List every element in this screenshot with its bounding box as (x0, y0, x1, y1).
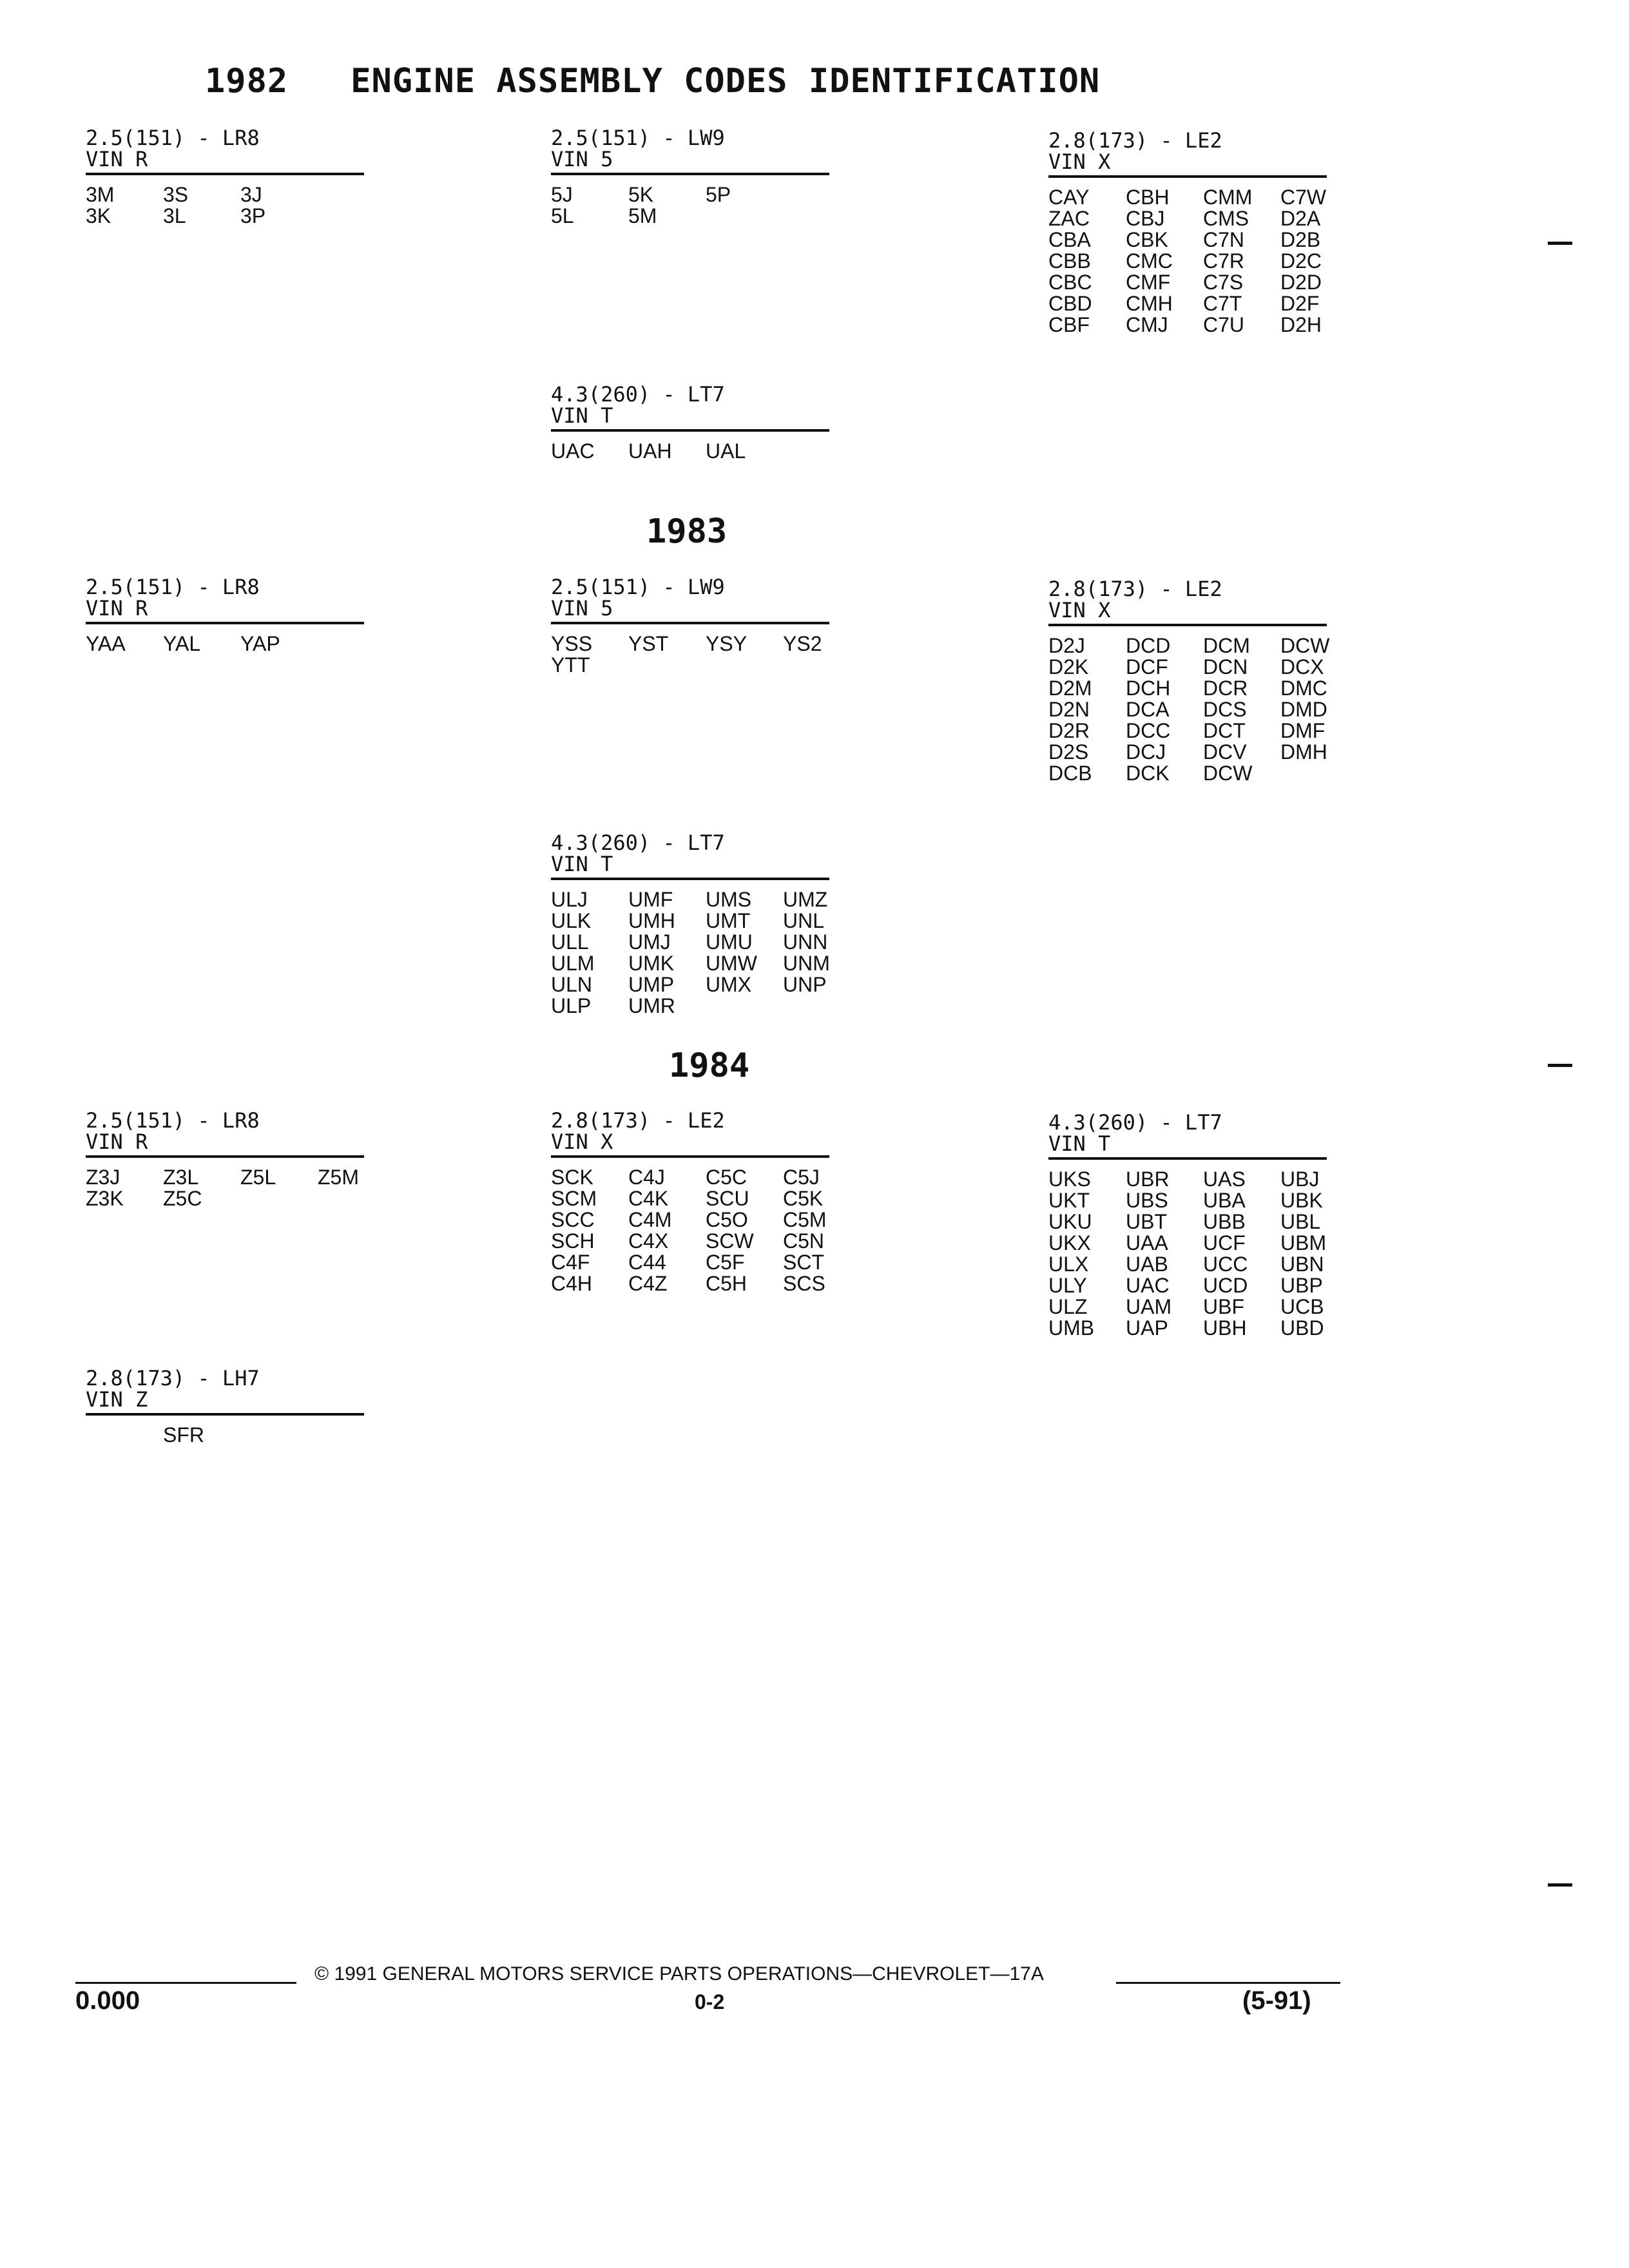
assembly-code: 3S (163, 183, 189, 206)
assembly-code: UAS (1203, 1168, 1246, 1191)
vin-label: VIN X (1048, 149, 1111, 174)
assembly-code: DCR (1203, 677, 1248, 700)
assembly-code: D2F (1280, 292, 1320, 315)
year-heading-1983: 1983 (646, 512, 728, 551)
assembly-code: YAL (163, 632, 201, 655)
assembly-code: UKT (1048, 1189, 1090, 1212)
assembly-code: UMH (628, 909, 675, 932)
assembly-code: UCD (1203, 1274, 1248, 1297)
assembly-code: UNP (783, 973, 827, 996)
code-grid (551, 1167, 829, 1294)
assembly-code: 5M (628, 204, 657, 227)
assembly-code: UBB (1203, 1210, 1246, 1233)
assembly-code: UMJ (628, 930, 671, 954)
assembly-code: UCF (1203, 1231, 1246, 1254)
year-heading-1984: 1984 (669, 1046, 750, 1085)
engine-label: 2.5(151) - LR8 (86, 126, 260, 150)
assembly-code: D2B (1280, 228, 1321, 251)
engine-block-1984-lh7 (86, 1368, 364, 1446)
assembly-code: C4H (551, 1272, 593, 1295)
assembly-code: CMJ (1126, 313, 1168, 336)
assembly-code: D2C (1280, 249, 1322, 273)
engine-block-1982-lw9 (551, 128, 829, 227)
header-rule (1048, 624, 1327, 626)
header-rule (86, 1413, 364, 1416)
header-rule (86, 1155, 364, 1158)
assembly-code: UAA (1126, 1231, 1168, 1254)
assembly-code: 5K (628, 183, 654, 206)
engine-block-1983-lt7 (551, 832, 829, 1017)
assembly-code: UAL (706, 439, 746, 463)
assembly-code: 5P (706, 183, 731, 206)
assembly-code: YS2 (783, 632, 822, 655)
assembly-code: CMF (1126, 271, 1171, 294)
engine-block-1983-lw9 (551, 577, 829, 676)
assembly-code: DCC (1126, 719, 1171, 742)
assembly-code: C4X (628, 1229, 669, 1253)
assembly-code: C7U (1203, 313, 1245, 336)
assembly-code: UMK (628, 952, 675, 975)
assembly-code: ULK (551, 909, 592, 932)
engine-block-1982-lr8 (86, 128, 364, 227)
assembly-code: DCK (1126, 762, 1170, 785)
assembly-code: UNM (783, 952, 830, 975)
assembly-code: YSS (551, 632, 593, 655)
assembly-code: YSY (706, 632, 747, 655)
engine-block-1984-le2 (551, 1110, 829, 1294)
code-grid (551, 441, 829, 462)
assembly-code: UCB (1280, 1295, 1324, 1318)
code-grid (551, 184, 829, 227)
header-rule (1048, 1157, 1327, 1160)
assembly-code: D2S (1048, 740, 1089, 764)
assembly-code: UNN (783, 930, 828, 954)
code-grid (1048, 187, 1327, 336)
assembly-code: C5H (706, 1272, 747, 1295)
assembly-code: 3M (86, 183, 115, 206)
assembly-code: UBA (1203, 1189, 1246, 1212)
assembly-code: DCJ (1126, 740, 1166, 764)
edge-mark (1548, 1883, 1572, 1887)
footer-rule-left (75, 1982, 296, 1984)
assembly-code: CBC (1048, 271, 1092, 294)
assembly-code: C44 (628, 1251, 666, 1274)
engine-label: 4.3(260) - LT7 (551, 831, 725, 855)
engine-label: 4.3(260) - LT7 (551, 382, 725, 407)
vin-label: VIN X (551, 1129, 613, 1154)
assembly-code: C4F (551, 1251, 590, 1274)
assembly-code: 5L (551, 204, 574, 227)
assembly-code: C7W (1280, 186, 1327, 209)
engine-label: 2.8(173) - LE2 (1048, 577, 1222, 601)
assembly-code: CBK (1126, 228, 1168, 251)
engine-label: 2.5(151) - LR8 (86, 575, 260, 599)
assembly-code: ULZ (1048, 1295, 1088, 1318)
assembly-code: UAC (551, 439, 595, 463)
assembly-code: D2D (1280, 271, 1322, 294)
code-grid (86, 1425, 364, 1446)
code-grid (551, 889, 829, 1017)
assembly-code: 3K (86, 204, 111, 227)
engine-label: 4.3(260) - LT7 (1048, 1110, 1222, 1135)
engine-block-1983-le2 (1048, 577, 1330, 785)
assembly-code: D2K (1048, 655, 1089, 678)
assembly-code: D2H (1280, 313, 1322, 336)
assembly-code: C5O (706, 1208, 748, 1231)
assembly-code: Z3L (163, 1166, 199, 1189)
vin-label: VIN R (86, 147, 148, 171)
edge-mark (1548, 242, 1572, 245)
assembly-code: ULP (551, 994, 592, 1017)
vin-label: VIN T (1048, 1131, 1111, 1156)
assembly-code: C5M (783, 1208, 827, 1231)
vin-label: VIN X (1048, 598, 1111, 622)
assembly-code: UAH (628, 439, 672, 463)
assembly-code: DCT (1203, 719, 1246, 742)
assembly-code: DCA (1126, 698, 1170, 721)
title-year: 1982 (205, 62, 289, 101)
assembly-code: CBA (1048, 228, 1091, 251)
assembly-code: UCC (1203, 1253, 1248, 1276)
assembly-code: ULY (1048, 1274, 1087, 1297)
assembly-code: D2M (1048, 677, 1092, 700)
assembly-code: SFR (163, 1423, 204, 1446)
edge-mark (1548, 1064, 1572, 1067)
assembly-code: YST (628, 632, 669, 655)
header-rule (1048, 175, 1327, 178)
assembly-code: C5J (783, 1166, 820, 1189)
assembly-code: C7S (1203, 271, 1244, 294)
assembly-code: UMZ (783, 888, 828, 911)
assembly-code: UAC (1126, 1274, 1170, 1297)
assembly-code: C7R (1203, 249, 1245, 273)
assembly-code: D2R (1048, 719, 1090, 742)
assembly-code: UBP (1280, 1274, 1323, 1297)
assembly-code: ULM (551, 952, 595, 975)
assembly-code: CBB (1048, 249, 1091, 273)
assembly-code: CBF (1048, 313, 1090, 336)
assembly-code: UAP (1126, 1316, 1168, 1340)
assembly-code: C4J (628, 1166, 665, 1189)
assembly-code: DCH (1126, 677, 1171, 700)
assembly-code: ULN (551, 973, 593, 996)
assembly-code: CMC (1126, 249, 1173, 273)
assembly-code: DCM (1203, 634, 1250, 657)
assembly-code: SCH (551, 1229, 595, 1253)
header-rule (86, 173, 364, 175)
title-text: ENGINE ASSEMBLY CODES IDENTIFICATION (351, 62, 1101, 101)
vin-label: VIN T (551, 852, 613, 876)
assembly-code: CMH (1126, 292, 1173, 315)
assembly-code: C4Z (628, 1272, 668, 1295)
footer-revision-date: (5-91) (1242, 1986, 1311, 2015)
engine-block-1984-lr8 (86, 1110, 364, 1209)
assembly-code: YAP (240, 632, 280, 655)
assembly-code: D2A (1280, 207, 1321, 230)
vin-label: VIN T (551, 403, 613, 428)
assembly-code: D2J (1048, 634, 1085, 657)
assembly-code: UAM (1126, 1295, 1172, 1318)
assembly-code: UMP (628, 973, 675, 996)
header-rule (86, 622, 364, 624)
assembly-code: Z3K (86, 1187, 124, 1210)
assembly-code: CBD (1048, 292, 1092, 315)
code-grid (551, 633, 829, 676)
vin-label: VIN 5 (551, 147, 613, 171)
assembly-code: CBH (1126, 186, 1170, 209)
assembly-code: DCD (1126, 634, 1171, 657)
assembly-code: CMM (1203, 186, 1253, 209)
assembly-code: DMF (1280, 719, 1325, 742)
engine-label: 2.5(151) - LR8 (86, 1108, 260, 1133)
assembly-code: DMD (1280, 698, 1327, 721)
assembly-code: DCB (1048, 762, 1092, 785)
footer-rule-right (1116, 1982, 1340, 1984)
assembly-code (318, 184, 395, 206)
assembly-code: YTT (551, 653, 590, 677)
assembly-code: UBH (1203, 1316, 1247, 1340)
assembly-code: UBM (1280, 1231, 1327, 1254)
vin-label: VIN Z (86, 1387, 148, 1412)
assembly-code: CMS (1203, 207, 1249, 230)
engine-block-1982-lt7 (551, 384, 829, 462)
assembly-code: C4K (628, 1187, 669, 1210)
assembly-code: UMT (706, 909, 751, 932)
assembly-code: UMF (628, 888, 673, 911)
assembly-code: DCX (1280, 655, 1324, 678)
assembly-code: DMH (1280, 740, 1327, 764)
assembly-code: DCV (1203, 740, 1247, 764)
engine-block-1983-lr8 (86, 577, 364, 655)
assembly-code: DCF (1126, 655, 1168, 678)
vin-label: VIN R (86, 1129, 148, 1154)
footer-page-number: 0-2 (695, 1990, 725, 2013)
assembly-code: SCS (783, 1272, 825, 1295)
vin-label: VIN R (86, 596, 148, 620)
assembly-code: DCW (1203, 762, 1253, 785)
assembly-code: ULX (1048, 1253, 1089, 1276)
assembly-code: C5C (706, 1166, 747, 1189)
assembly-code: UBJ (1280, 1168, 1320, 1191)
assembly-code: SCW (706, 1229, 754, 1253)
assembly-code: UMS (706, 888, 752, 911)
assembly-code: UBR (1126, 1168, 1170, 1191)
assembly-code: 3L (163, 204, 186, 227)
assembly-code: ULJ (551, 888, 588, 911)
engine-label: 2.8(173) - LE2 (1048, 128, 1222, 153)
assembly-code: SCT (783, 1251, 824, 1274)
assembly-code: C5F (706, 1251, 745, 1274)
header-rule (551, 622, 829, 624)
assembly-code: YAA (86, 632, 126, 655)
page-title (205, 62, 1100, 101)
assembly-code: UBD (1280, 1316, 1324, 1340)
vin-label: VIN 5 (551, 596, 613, 620)
footer-section-number: 0.000 (75, 1986, 140, 2015)
header-rule (551, 173, 829, 175)
assembly-code (783, 184, 860, 206)
assembly-code: ULL (551, 930, 589, 954)
assembly-code: SCK (551, 1166, 593, 1189)
assembly-code: DMC (1280, 677, 1327, 700)
assembly-code: Z5C (163, 1187, 202, 1210)
assembly-code: C5K (783, 1187, 824, 1210)
assembly-code: UBS (1126, 1189, 1168, 1212)
assembly-code: UMR (628, 994, 675, 1017)
assembly-code: UKS (1048, 1168, 1091, 1191)
engine-label: 2.8(173) - LH7 (86, 1366, 260, 1390)
footer-copyright: © 1991 GENERAL MOTORS SERVICE PARTS OPERATIONS—CHEVROLET—17A (314, 1963, 1044, 1984)
assembly-code: D2N (1048, 698, 1090, 721)
code-grid (1048, 1169, 1327, 1339)
assembly-code: UMW (706, 952, 757, 975)
assembly-code: UMB (1048, 1316, 1095, 1340)
header-rule (551, 429, 829, 432)
assembly-code: Z3J (86, 1166, 120, 1189)
code-grid (86, 633, 364, 655)
assembly-code: DCS (1203, 698, 1247, 721)
assembly-code: C5N (783, 1229, 825, 1253)
assembly-code: 3J (240, 183, 262, 206)
assembly-code: UBK (1280, 1189, 1323, 1212)
engine-block-1982-le2 (1048, 130, 1327, 336)
assembly-code: 5J (551, 183, 573, 206)
assembly-code: UBL (1280, 1210, 1321, 1233)
assembly-code: Z5L (240, 1166, 276, 1189)
assembly-code: C7N (1203, 228, 1245, 251)
code-grid (86, 1167, 364, 1209)
header-rule (551, 1155, 829, 1158)
assembly-code: UBF (1203, 1295, 1244, 1318)
assembly-code: SCC (551, 1208, 595, 1231)
assembly-code: ZAC (1048, 207, 1090, 230)
assembly-code: SCU (706, 1187, 749, 1210)
assembly-code: UKX (1048, 1231, 1091, 1254)
assembly-code: UAB (1126, 1253, 1168, 1276)
assembly-code: C4M (628, 1208, 672, 1231)
assembly-code: DCN (1203, 655, 1248, 678)
assembly-code: UBN (1280, 1253, 1324, 1276)
assembly-code: CAY (1048, 186, 1090, 209)
code-grid (86, 184, 364, 227)
header-rule (551, 878, 829, 880)
assembly-code: DCW (1280, 634, 1330, 657)
assembly-code: UMX (706, 973, 752, 996)
assembly-code: CBJ (1126, 207, 1165, 230)
code-grid (1048, 634, 1330, 785)
assembly-code: UMU (706, 930, 753, 954)
assembly-code: UNL (783, 909, 825, 932)
assembly-code: Z5M (318, 1166, 359, 1189)
assembly-code: UBT (1126, 1210, 1167, 1233)
assembly-code: C7T (1203, 292, 1242, 315)
assembly-code: UKU (1048, 1210, 1092, 1233)
assembly-code: 3P (240, 204, 266, 227)
engine-block-1984-lt7 (1048, 1112, 1327, 1339)
engine-label: 2.5(151) - LW9 (551, 575, 725, 599)
engine-label: 2.5(151) - LW9 (551, 126, 725, 150)
engine-label: 2.8(173) - LE2 (551, 1108, 725, 1133)
assembly-code: SCM (551, 1187, 597, 1210)
